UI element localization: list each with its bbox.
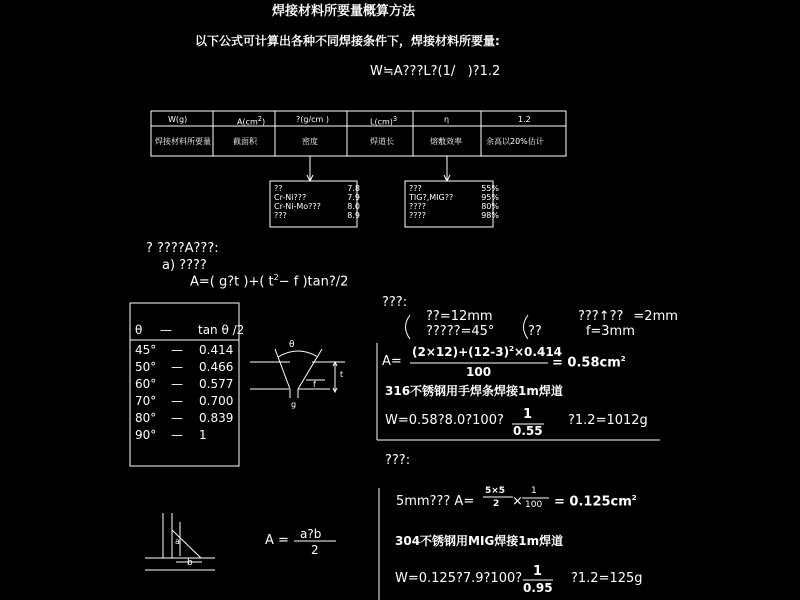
example2-frac1-num: 5×5 <box>485 486 506 496</box>
example1-area-numerator: $(2\times 12)+(12-3)^2\times 0.414$ <box>412 345 563 359</box>
example2-w-result: ?1.2=125g <box>571 571 643 586</box>
example2-note: 304不锈钢用MIG焊接1m焊道 <box>395 534 564 548</box>
page-title: 焊接材料所要量概算方法 <box>272 4 416 19</box>
fillet-formula-num: a?b <box>300 527 322 541</box>
table-row: 90° — 1 <box>135 428 207 442</box>
example2-w-denominator: 0.95 <box>523 581 553 595</box>
example1-label: ???: <box>382 295 408 310</box>
example2-area-prefix: 5mm??? A= <box>396 494 475 509</box>
efficiency-row: ???? 80% <box>409 202 499 211</box>
section-heading: ? ????A???: <box>146 241 219 256</box>
table-cell-w: 焊接材料所要量 <box>155 137 211 146</box>
groove-theta-label: θ <box>289 340 295 350</box>
density-row: Cr-Ni??? 7.9 <box>274 193 360 202</box>
table-cell-a: 截面积 <box>233 137 257 146</box>
page-subtitle: 以下公式可计算出各种不同焊接条件下，焊接材料所要量: <box>195 34 500 48</box>
table-header-a: $A(cm^2)$ <box>237 115 266 127</box>
tan-rows <box>135 342 233 444</box>
density-row: ?? 7.8 <box>274 184 360 193</box>
section-item: a) ???? <box>162 258 207 273</box>
example1-w-numerator: 1 <box>523 407 533 422</box>
table-cell-l: 焊道长 <box>370 137 394 146</box>
efficiency-list <box>409 184 499 220</box>
density-row: ??? 8.9 <box>274 211 360 220</box>
table-row: 70° — 0.700 <box>135 394 234 408</box>
groove-g-label: g <box>291 400 297 409</box>
table-header-eta: η <box>444 115 450 124</box>
example1-w-result: ?1.2=1012g <box>568 413 648 428</box>
table-cell-eta: 熔敷效率 <box>430 137 462 146</box>
example1-w-denominator: 0.55 <box>513 424 543 438</box>
example2-label: ???: <box>385 453 411 468</box>
area-formula: A=( g?t )+( $t^2- f$ )tan?/2 <box>190 273 349 290</box>
example1-cond4: ?? f=3mm <box>528 324 635 339</box>
groove-f-label: f <box>313 380 316 389</box>
table-header-w: W(g) <box>168 115 188 124</box>
example1-cond1: ??=12mm <box>426 309 493 324</box>
fillet-formula-lhs: A = <box>265 533 289 548</box>
fillet-a-label: a <box>175 537 180 546</box>
density-row: Cr-Ni-Mo??? 8.0 <box>274 202 360 211</box>
example2-area-result: = $0.125cm^2$ <box>554 494 637 510</box>
table-header-density: ?(g/cm ) <box>296 115 329 124</box>
example1-note: 316不锈钢用手焊条焊接1m焊道 <box>385 384 563 398</box>
example1-cond2: ?????=45° <box>426 324 495 339</box>
table-row: 80° — 0.839 <box>135 411 234 425</box>
efficiency-row: ??? 55% <box>409 184 499 193</box>
example1-area-result: = $0.58cm^2$ <box>552 355 626 371</box>
fillet-formula-den: 2 <box>311 543 319 557</box>
table-row: 45° — 0.414 <box>135 343 234 357</box>
table-header-l: L(cm)$^3$ <box>370 115 398 127</box>
table-row: 60° — 0.577 <box>135 377 234 391</box>
table-cell-density: 密度 <box>302 137 318 146</box>
table-cell-1-2: 余高以20%估计 <box>486 137 544 146</box>
table-header-1-2: 1.2 <box>518 115 531 124</box>
groove-t-label: t <box>340 370 344 379</box>
tan-header-value: tan θ /2 <box>198 323 245 337</box>
example1-area-prefix: A= <box>382 354 402 369</box>
efficiency-row: TIG?,MIG?? 95% <box>409 193 499 202</box>
example1-area-denominator: 100 <box>466 365 492 379</box>
example1-w-prefix: W=0.58?8.0?100? <box>385 413 504 428</box>
density-list <box>274 184 360 220</box>
efficiency-row: ???? 98% <box>409 211 499 220</box>
example2-frac2-num: 1 <box>531 486 537 496</box>
example2-frac1-den: 2 <box>493 499 500 509</box>
tan-header-theta: θ <box>135 323 143 337</box>
fillet-b-label: b <box>187 558 193 568</box>
example2-times: × <box>512 494 523 509</box>
table-row: 50° — 0.466 <box>135 360 234 374</box>
main-formula: W≒A???L?(1/ )?1.2 <box>370 64 501 79</box>
example2-w-numerator: 1 <box>533 564 543 579</box>
example1-cond3: ???↑?? =2mm <box>578 309 678 324</box>
example2-w-prefix: W=0.125?7.9?100? <box>395 571 523 586</box>
tan-header-dash: — <box>160 323 172 337</box>
example2-frac2-den: 100 <box>525 500 543 510</box>
